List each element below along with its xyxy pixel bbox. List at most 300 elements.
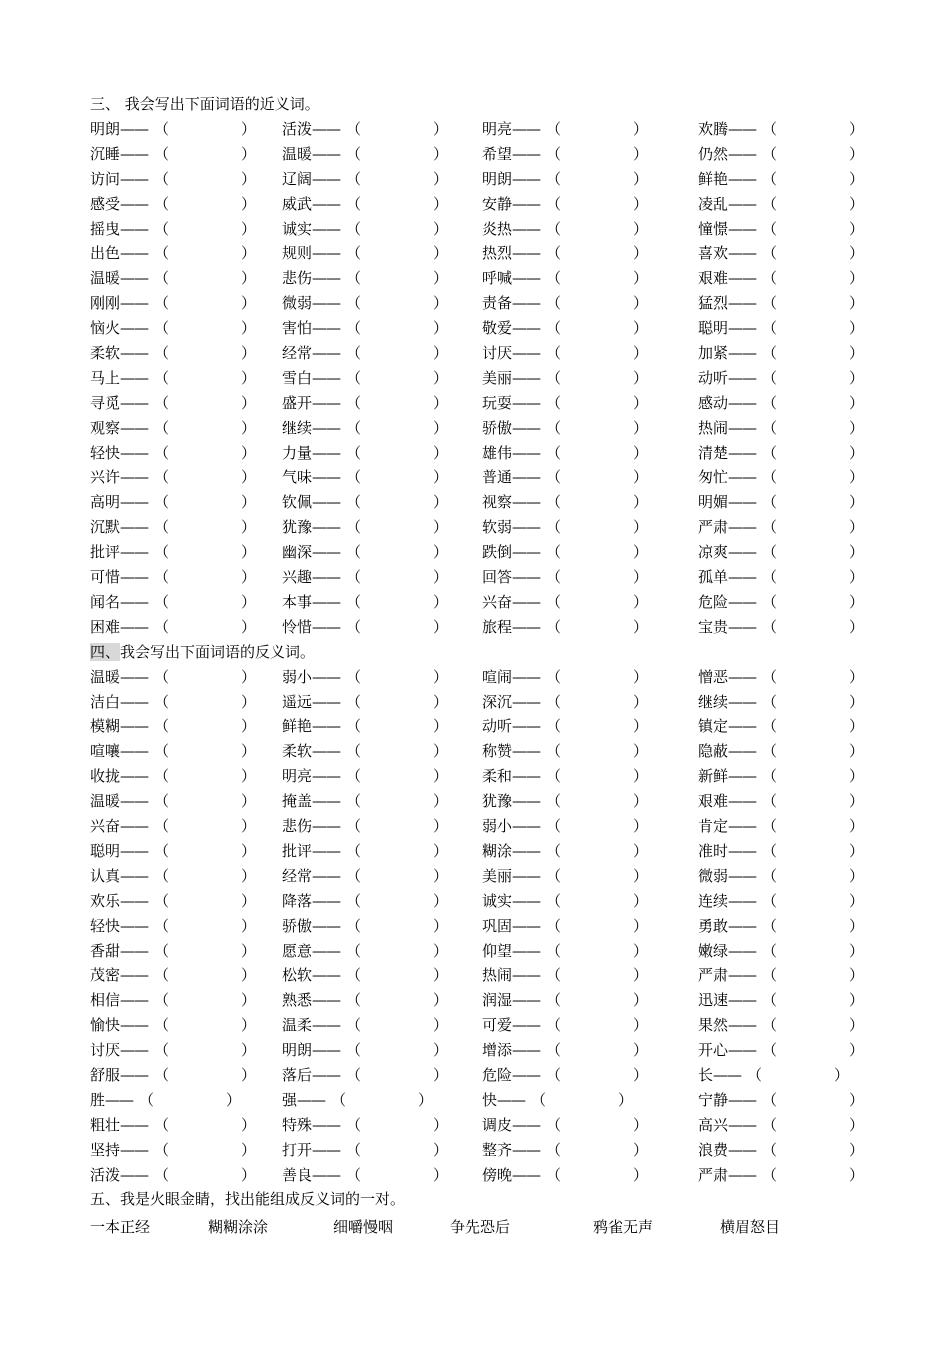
question-item: [482, 1113, 648, 1138]
prompt-word: 肯定: [698, 817, 729, 836]
close-paren: ）: [241, 518, 257, 537]
close-paren: ）: [849, 1140, 865, 1159]
dash: ——: [120, 1041, 149, 1060]
question-item: [698, 465, 864, 490]
question-item: [90, 839, 256, 864]
close-paren: ）: [241, 767, 257, 786]
open-paren: （: [546, 1016, 562, 1035]
question-item: [482, 1163, 648, 1188]
close-paren: ）: [433, 991, 449, 1010]
question-item: [282, 914, 448, 939]
open-paren: （: [762, 617, 778, 636]
open-paren: （: [762, 169, 778, 188]
question-item: [282, 1013, 448, 1038]
open-paren: （: [546, 568, 562, 587]
dash: ——: [512, 817, 541, 836]
close-paren: ）: [433, 418, 449, 437]
close-paren: ）: [633, 493, 649, 512]
prompt-word: 明朗: [282, 1041, 313, 1060]
open-paren: （: [546, 916, 562, 935]
open-paren: （: [154, 219, 170, 238]
close-paren: ）: [433, 717, 449, 736]
question-item: [698, 1163, 864, 1188]
question-item: [282, 789, 448, 814]
close-paren: ）: [849, 1165, 865, 1184]
question-item: [482, 739, 648, 764]
prompt-word: 果然: [698, 1016, 729, 1035]
dash: ——: [728, 493, 757, 512]
question-item: [698, 665, 864, 690]
close-paren: ）: [433, 493, 449, 512]
close-paren: ）: [618, 1090, 634, 1109]
question-item: [482, 441, 648, 466]
prompt-word: 气味: [282, 468, 313, 487]
close-paren: ）: [433, 1016, 449, 1035]
close-paren: ）: [849, 568, 865, 587]
question-item: [282, 690, 448, 715]
open-paren: （: [154, 244, 170, 263]
open-paren: （: [346, 617, 362, 636]
prompt-word: 活泼: [282, 120, 313, 138]
close-paren: ）: [633, 368, 649, 387]
prompt-word: 骄傲: [482, 418, 513, 437]
open-paren: （: [762, 568, 778, 587]
dash: ——: [120, 916, 149, 935]
question-item: [282, 864, 448, 889]
question-item: [90, 889, 256, 914]
question-item: [90, 515, 256, 540]
close-paren: ）: [849, 319, 865, 338]
prompt-word: 愉快: [90, 1016, 121, 1035]
prompt-word: 连续: [698, 891, 729, 910]
open-paren: （: [546, 966, 562, 985]
open-paren: （: [762, 817, 778, 836]
dash: ——: [728, 1041, 757, 1060]
question-item: [282, 839, 448, 864]
question-item: [282, 1038, 448, 1063]
close-paren: ）: [241, 144, 257, 163]
question-row: [90, 714, 870, 739]
open-paren: （: [154, 169, 170, 188]
open-paren: （: [154, 443, 170, 462]
dash: ——: [728, 543, 757, 562]
question-item: [698, 1113, 864, 1138]
open-paren: （: [546, 592, 562, 611]
question-item: [90, 565, 256, 590]
dash: ——: [120, 144, 149, 163]
open-paren: （: [346, 120, 362, 138]
question-item: [90, 241, 256, 266]
prompt-word: 聪明: [698, 319, 729, 338]
close-paren: ）: [433, 219, 449, 238]
question-item: [282, 988, 448, 1013]
open-paren: （: [546, 418, 562, 437]
prompt-word: 温暖: [90, 792, 121, 811]
question-item: [90, 864, 256, 889]
open-paren: （: [546, 817, 562, 836]
prompt-word: 经常: [282, 344, 313, 363]
question-item: [482, 1138, 648, 1163]
dash: ——: [728, 617, 757, 636]
prompt-word: 长: [698, 1065, 714, 1084]
prompt-word: 憎恶: [698, 667, 729, 686]
close-paren: ）: [241, 717, 257, 736]
dash: ——: [728, 319, 757, 338]
question-item: [282, 1163, 448, 1188]
prompt-word: 批评: [90, 543, 121, 562]
prompt-word: 整齐: [482, 1140, 513, 1159]
prompt-word: 出色: [90, 244, 121, 263]
close-paren: ）: [241, 941, 257, 960]
section-4-title: [90, 640, 870, 665]
question-item: [90, 988, 256, 1013]
question-item: [90, 391, 256, 416]
prompt-word: 讨厌: [482, 344, 513, 363]
prompt-word: 强: [282, 1090, 298, 1109]
question-item: [282, 665, 448, 690]
dash: ——: [728, 518, 757, 537]
prompt-word: 可惜: [90, 568, 121, 587]
prompt-word: 欢腾: [698, 120, 729, 138]
open-paren: （: [154, 1140, 170, 1159]
prompt-word: 感动: [698, 393, 729, 412]
prompt-word: 宁静: [698, 1090, 729, 1109]
prompt-word: 兴许: [90, 468, 121, 487]
dash: ——: [120, 717, 149, 736]
dash: ——: [512, 393, 541, 412]
open-paren: （: [346, 319, 362, 338]
question-item: [90, 615, 256, 640]
close-paren: ）: [633, 543, 649, 562]
dash: ——: [312, 1065, 341, 1084]
dash: ——: [120, 667, 149, 686]
close-paren: ）: [433, 742, 449, 761]
close-paren: ）: [633, 1016, 649, 1035]
question-item: [482, 814, 648, 839]
close-paren: ）: [433, 568, 449, 587]
dash: ——: [120, 194, 149, 213]
prompt-word: 继续: [282, 418, 313, 437]
dash: ——: [312, 120, 341, 138]
dash: ——: [312, 518, 341, 537]
open-paren: （: [762, 941, 778, 960]
prompt-word: 糊涂: [482, 841, 513, 860]
close-paren: ）: [849, 393, 865, 412]
question-row: [90, 839, 870, 864]
question-item: [90, 540, 256, 565]
prompt-word: 香甜: [90, 941, 121, 960]
prompt-word: 规则: [282, 244, 313, 263]
open-paren: （: [346, 916, 362, 935]
close-paren: ）: [241, 1115, 257, 1134]
open-paren: （: [546, 941, 562, 960]
open-paren: （: [762, 966, 778, 985]
dash: ——: [120, 792, 149, 811]
close-paren: ）: [849, 866, 865, 885]
close-paren: ）: [633, 817, 649, 836]
dash: ——: [713, 1065, 742, 1084]
question-item: [482, 490, 648, 515]
question-item: [282, 366, 448, 391]
dash: ——: [728, 866, 757, 885]
open-paren: （: [546, 667, 562, 686]
dash: ——: [512, 1140, 541, 1159]
prompt-word: 危险: [482, 1065, 513, 1084]
open-paren: （: [346, 767, 362, 786]
close-paren: ）: [418, 1090, 434, 1109]
question-row: [90, 291, 870, 316]
close-paren: ）: [433, 368, 449, 387]
prompt-word: 高明: [90, 493, 121, 512]
close-paren: ）: [849, 244, 865, 263]
open-paren: （: [346, 194, 362, 213]
dash: ——: [312, 866, 341, 885]
question-row: [90, 789, 870, 814]
close-paren: ）: [633, 667, 649, 686]
open-paren: （: [154, 941, 170, 960]
question-item: [482, 1088, 633, 1113]
section-4-grid: [90, 665, 870, 1188]
close-paren: ）: [849, 269, 865, 288]
dash: ——: [512, 841, 541, 860]
question-row: [90, 690, 870, 715]
dash: ——: [728, 468, 757, 487]
question-item: [90, 764, 256, 789]
prompt-word: 傍晚: [482, 1165, 513, 1184]
question-item: [482, 789, 648, 814]
question-item: [482, 1038, 648, 1063]
close-paren: ）: [633, 169, 649, 188]
prompt-word: 雄伟: [482, 443, 513, 462]
open-paren: （: [546, 269, 562, 288]
question-item: [482, 690, 648, 715]
open-paren: （: [346, 1140, 362, 1159]
question-row: [90, 117, 870, 142]
question-item: [482, 366, 648, 391]
close-paren: ）: [433, 294, 449, 313]
question-item: [698, 714, 864, 739]
open-paren: （: [346, 393, 362, 412]
question-item: [482, 939, 648, 964]
open-paren: （: [546, 493, 562, 512]
close-paren: ）: [241, 841, 257, 860]
question-item: [90, 341, 256, 366]
open-paren: （: [154, 468, 170, 487]
dash: ——: [512, 144, 541, 163]
open-paren: （: [531, 1090, 547, 1109]
question-item: [698, 117, 864, 142]
question-row: [90, 565, 870, 590]
open-paren: （: [154, 841, 170, 860]
close-paren: ）: [433, 518, 449, 537]
dash: ——: [312, 1140, 341, 1159]
prompt-word: 恼火: [90, 319, 121, 338]
open-paren: （: [346, 443, 362, 462]
dash: ——: [312, 144, 341, 163]
close-paren: ）: [241, 1065, 257, 1084]
dash: ——: [512, 966, 541, 985]
prompt-word: 模糊: [90, 717, 121, 736]
open-paren: （: [762, 368, 778, 387]
question-item: [90, 465, 256, 490]
question-item: [90, 167, 256, 192]
open-paren: （: [546, 891, 562, 910]
dash: ——: [312, 169, 341, 188]
question-row: [90, 1063, 870, 1088]
close-paren: ）: [633, 443, 649, 462]
question-item: [698, 366, 864, 391]
prompt-word: 温柔: [282, 1016, 313, 1035]
question-item: [90, 739, 256, 764]
question-row: [90, 540, 870, 565]
dash: ——: [312, 916, 341, 935]
question-item: [482, 839, 648, 864]
prompt-word: 喜欢: [698, 244, 729, 263]
prompt-word: 柔和: [482, 767, 513, 786]
close-paren: ）: [849, 144, 865, 163]
dash: ——: [312, 767, 341, 786]
question-item: [698, 690, 864, 715]
dash: ——: [312, 717, 341, 736]
close-paren: ）: [849, 418, 865, 437]
open-paren: （: [346, 368, 362, 387]
dash: ——: [512, 991, 541, 1010]
question-item: [698, 391, 864, 416]
question-item: [482, 391, 648, 416]
dash: ——: [728, 817, 757, 836]
prompt-word: 粗壮: [90, 1115, 121, 1134]
prompt-word: 活泼: [90, 1165, 121, 1184]
question-item: [482, 241, 648, 266]
question-item: [482, 615, 648, 640]
dash: ——: [512, 493, 541, 512]
question-item: [482, 714, 648, 739]
prompt-word: 聪明: [90, 841, 121, 860]
question-item: [282, 1138, 448, 1163]
open-paren: （: [546, 1165, 562, 1184]
dash: ——: [512, 916, 541, 935]
open-paren: （: [762, 1016, 778, 1035]
open-paren: （: [346, 493, 362, 512]
prompt-word: 遥远: [282, 692, 313, 711]
question-item: [482, 316, 648, 341]
prompt-word: 柔软: [90, 344, 121, 363]
question-item: [282, 117, 448, 142]
dash: ——: [728, 169, 757, 188]
open-paren: （: [154, 817, 170, 836]
prompt-word: 弱小: [482, 817, 513, 836]
prompt-word: 温暖: [90, 667, 121, 686]
dash: ——: [728, 194, 757, 213]
prompt-word: 观察: [90, 418, 121, 437]
close-paren: ）: [849, 916, 865, 935]
close-paren: ）: [849, 667, 865, 686]
prompt-word: 旅程: [482, 617, 513, 636]
close-paren: ）: [633, 269, 649, 288]
dash: ——: [312, 692, 341, 711]
dash: ——: [512, 592, 541, 611]
open-paren: （: [546, 1140, 562, 1159]
dash: ——: [120, 219, 149, 238]
open-paren: （: [762, 592, 778, 611]
close-paren: ）: [433, 841, 449, 860]
close-paren: ）: [849, 543, 865, 562]
prompt-word: 特殊: [282, 1115, 313, 1134]
open-paren: （: [346, 1016, 362, 1035]
prompt-word: 钦佩: [282, 493, 313, 512]
open-paren: （: [762, 1115, 778, 1134]
prompt-word: 艰难: [698, 269, 729, 288]
dash: ——: [728, 344, 757, 363]
dash: ——: [728, 1016, 757, 1035]
prompt-word: 愿意: [282, 941, 313, 960]
dash: ——: [312, 543, 341, 562]
close-paren: ）: [633, 1165, 649, 1184]
dash: ——: [512, 244, 541, 263]
open-paren: （: [546, 393, 562, 412]
question-item: [698, 1088, 864, 1113]
open-paren: （: [154, 891, 170, 910]
prompt-word: 鲜艳: [698, 169, 729, 188]
dash: ——: [312, 1165, 341, 1184]
close-paren: ）: [241, 493, 257, 512]
prompt-word: 热闹: [482, 966, 513, 985]
open-paren: （: [154, 194, 170, 213]
open-paren: （: [546, 617, 562, 636]
section-5-title: 五、我是火眼金睛，找出能组成反义词的一对。: [90, 1190, 406, 1209]
open-paren: （: [346, 294, 362, 313]
prompt-word: 摇曳: [90, 219, 121, 238]
prompt-word: 仍然: [698, 144, 729, 163]
question-item: [90, 1013, 256, 1038]
close-paren: ）: [433, 443, 449, 462]
dash: ——: [512, 543, 541, 562]
prompt-word: 清楚: [698, 443, 729, 462]
open-paren: （: [762, 692, 778, 711]
prompt-word: 浪费: [698, 1140, 729, 1159]
dash: ——: [312, 592, 341, 611]
prompt-word: 玩耍: [482, 393, 513, 412]
open-paren: （: [346, 692, 362, 711]
dash: ——: [512, 1165, 541, 1184]
prompt-word: 微弱: [282, 294, 313, 313]
question-row: [90, 167, 870, 192]
prompt-word: 相信: [90, 991, 121, 1010]
close-paren: ）: [849, 592, 865, 611]
open-paren: （: [346, 1165, 362, 1184]
close-paren: ）: [433, 941, 449, 960]
prompt-word: 兴奋: [90, 817, 121, 836]
prompt-word: 茂密: [90, 966, 121, 985]
close-paren: ）: [849, 767, 865, 786]
open-paren: （: [346, 866, 362, 885]
open-paren: （: [762, 866, 778, 885]
dash: ——: [728, 966, 757, 985]
dash: ——: [728, 991, 757, 1010]
open-paren: （: [546, 1065, 562, 1084]
dash: ——: [120, 1065, 149, 1084]
dash: ——: [120, 1016, 149, 1035]
open-paren: （: [346, 667, 362, 686]
open-paren: （: [154, 418, 170, 437]
question-item: [282, 416, 448, 441]
idiom-word: 细嚼慢咽: [333, 1218, 394, 1237]
prompt-word: 准时: [698, 841, 729, 860]
close-paren: ）: [834, 1065, 850, 1084]
open-paren: （: [154, 866, 170, 885]
question-item: [482, 416, 648, 441]
close-paren: ）: [633, 344, 649, 363]
